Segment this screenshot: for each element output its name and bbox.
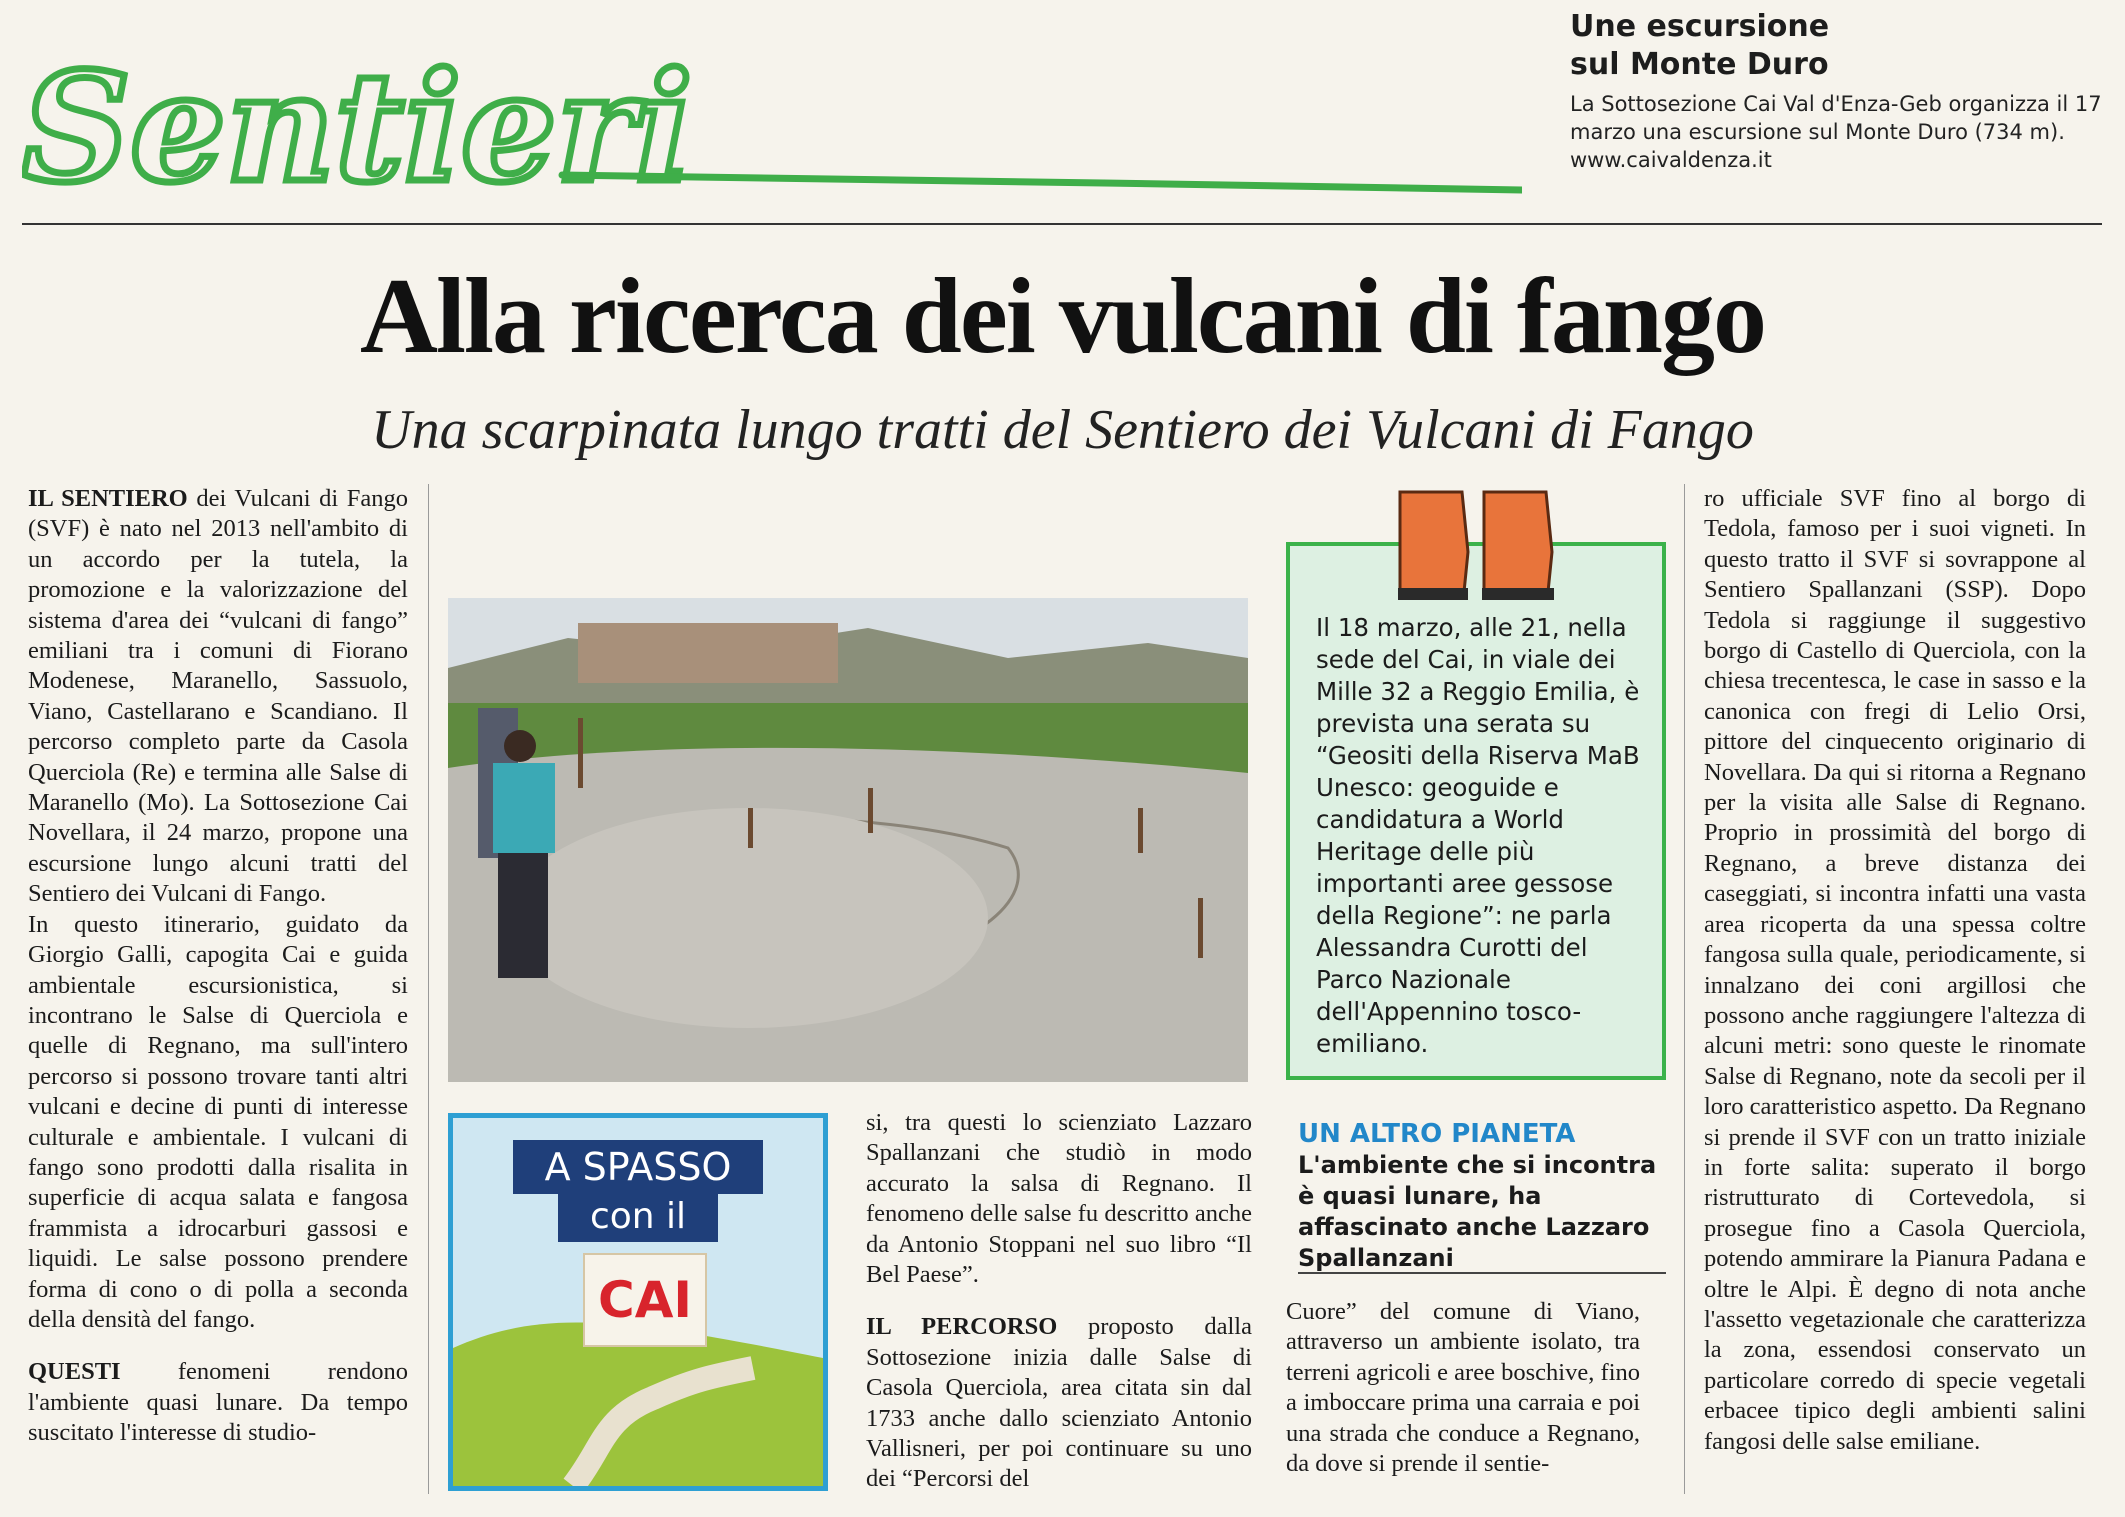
- col3-p2: proposto dalla Sottosezione inizia dalle Salse di Casola Querciola, area citata sin dal 1733 anche dallo scienziato Antonio Vallisneri, per poi continuare su uno dei “Percorsi del: [866, 1313, 1252, 1493]
- article-column-1: [28, 484, 408, 1449]
- lead-il-percorso: IL PERCORSO: [866, 1313, 1058, 1341]
- article-column-5: [1286, 1297, 1640, 1479]
- aside-rule: [1298, 1272, 1666, 1274]
- promo-title-2: sul Monte Duro: [1570, 47, 1829, 82]
- lead-questi: QUESTI: [28, 1358, 121, 1386]
- subheadline: Una scarpinata lungo tratti del Sentiero dei Vulcani di Fango: [371, 399, 1754, 461]
- aside-title: L'ambiente che si incontra è quasi lunare, ha affascinato anche Lazzaro Spallanzani: [1298, 1151, 1657, 1272]
- article-column-3: [866, 1108, 1252, 1495]
- badge-cai: CAI: [583, 1253, 707, 1347]
- lead-il-sentiero: IL SENTIERO: [28, 485, 188, 512]
- aside-kicker: UN ALTRO PIANETA: [1298, 1119, 1576, 1149]
- badge-line2: con il: [558, 1192, 718, 1242]
- col1-p1: dei Vulcani di Fango (SVF) è nato nel 2013 nell'ambito di un accordo per la tutela, la promozione e la valorizzazione del sistema d'area dei “vulcani di fango” emiliani tra i comuni di Fiorano Modenese, Maranello, Sassuolo, Viano, Castellarano e Scandiano. Il percorso completo parte da Casola Querciola (Re) e termina alle Salse di Maranello (Mo). La Sottosezione Cai Novellara, il 24 marzo, propone una escursione lungo alcuni tratti del Sentiero dei Vulcani di Fango.: [28, 485, 408, 908]
- article-column-6: [1704, 484, 2086, 1457]
- promo-body: La Sottosezione Cai Val d'Enza-Geb organizza il 17 marzo una escursione sul Monte Duro (734 m). www.caivaldenza.it: [1570, 92, 2102, 172]
- promo-sidebar: [1570, 8, 2110, 174]
- col5-p1: Cuore” del comune di Viano, attraverso un ambiente isolato, tra terreni agricoli e aree boschive, fino a imboccare prima una carraia e poi una strada che conduce a Regnano, da dove si prende il sentie-: [1286, 1298, 1640, 1478]
- logo-swash: [562, 175, 1522, 190]
- cai-promo-badge: [448, 1113, 828, 1491]
- col6-p1: ro ufficiale SVF fino al borgo di Tedola, famoso per i suoi vigneti. In questo tratto il SVF si sovrappone al Sentiero Spallanzani (SSP). Dopo Tedola si raggiunge il suggestivo borgo di Castello di Querciola, con la chiesa trecentesca, le case in sasso e la canonica con fregi di Lelio Orsi, pittore del cinquecento originario di Novellara. Da qui si ritorna a Regnano per la visita alle Salse di Regnano. Proprio in prossimità del borgo di Regnano, a breve distanza dei caseggiati, si incontra infatti una vasta area ricoperta da una spessa coltre fangosa sulla quale, periodicamente, si innalzano dei coni argillosi che possono anche raggiungere l'altezza di alcuni metri: sono queste le rinomate Salse di Regnano, note da secoli per il loro caratteristico aspetto. Da Regnano si prende il SVF con un tratto iniziale in forte salita: superato il borgo ristrutturato di Cortevedola, si prosegue fino a Casola Querciola, potendo ammirare la Pianura Padana e oltre le Alpi. È degno di nota anche l'assetto vegetazionale che caratterizza la zona, essendosi conservato un particolare corredo di specie vegetali erbacee tipico degli ambienti salini fangosi delle salse emiliane.: [1704, 485, 2086, 1455]
- article-photo: [448, 598, 1248, 1082]
- col3-p1: si, tra questi lo scienziato Lazzaro Spallanzani che studiò in modo accurato la salsa di Regnano. Il fenomeno delle salse fu descritto anche da Antonio Stoppani nel suo libro “Il Bel Paese”.: [866, 1109, 1252, 1289]
- col1-p2: In questo itinerario, guidato da Giorgio Galli, capogita Cai e guida ambientale escursionistica, si incontrano le Salse di Querciola e quelle di Regnano, ma sull'intero percorso si possono trovare tanti altri vulcani e decine di punti di interesse culturale e ambientale. I vulcani di fango sono prodotti dalla risalita in superficie di acqua salata e fangosa frammista a idrocarburi gassosi e liquidi. Le salse possono prendere forma di cono o di polla a seconda della densità del fango.: [28, 910, 408, 1333]
- promo-title-1: Une escursione: [1570, 9, 1830, 44]
- section-logo-text: Sentieri: [22, 40, 693, 215]
- headline: Alla ricerca dei vulcani di fango: [360, 257, 1765, 376]
- column-divider: [1684, 484, 1685, 1494]
- header-rule: [22, 223, 2102, 225]
- badge-line1: A SPASSO: [513, 1140, 763, 1194]
- event-text: Il 18 marzo, alle 21, nella sede del Cai, in viale dei Mille 32 a Reggio Emilia, è prevista una serata su “Geositi della Riserva MaB Unesco: geoguide e candidatura a World Heritage delle più importanti aree gessose della Regione”: ne parla Alessandra Curotti del Parco Nazionale dell'Appennino tosco-emiliano.: [1316, 613, 1640, 1058]
- hiking-boots-icon: [1392, 482, 1562, 604]
- col1-p3: fenomeni rendono l'ambiente quasi lunare. Da tempo suscitato l'interesse di studio-: [28, 1358, 408, 1447]
- column-divider: [428, 484, 429, 1494]
- section-logo: [22, 0, 1522, 215]
